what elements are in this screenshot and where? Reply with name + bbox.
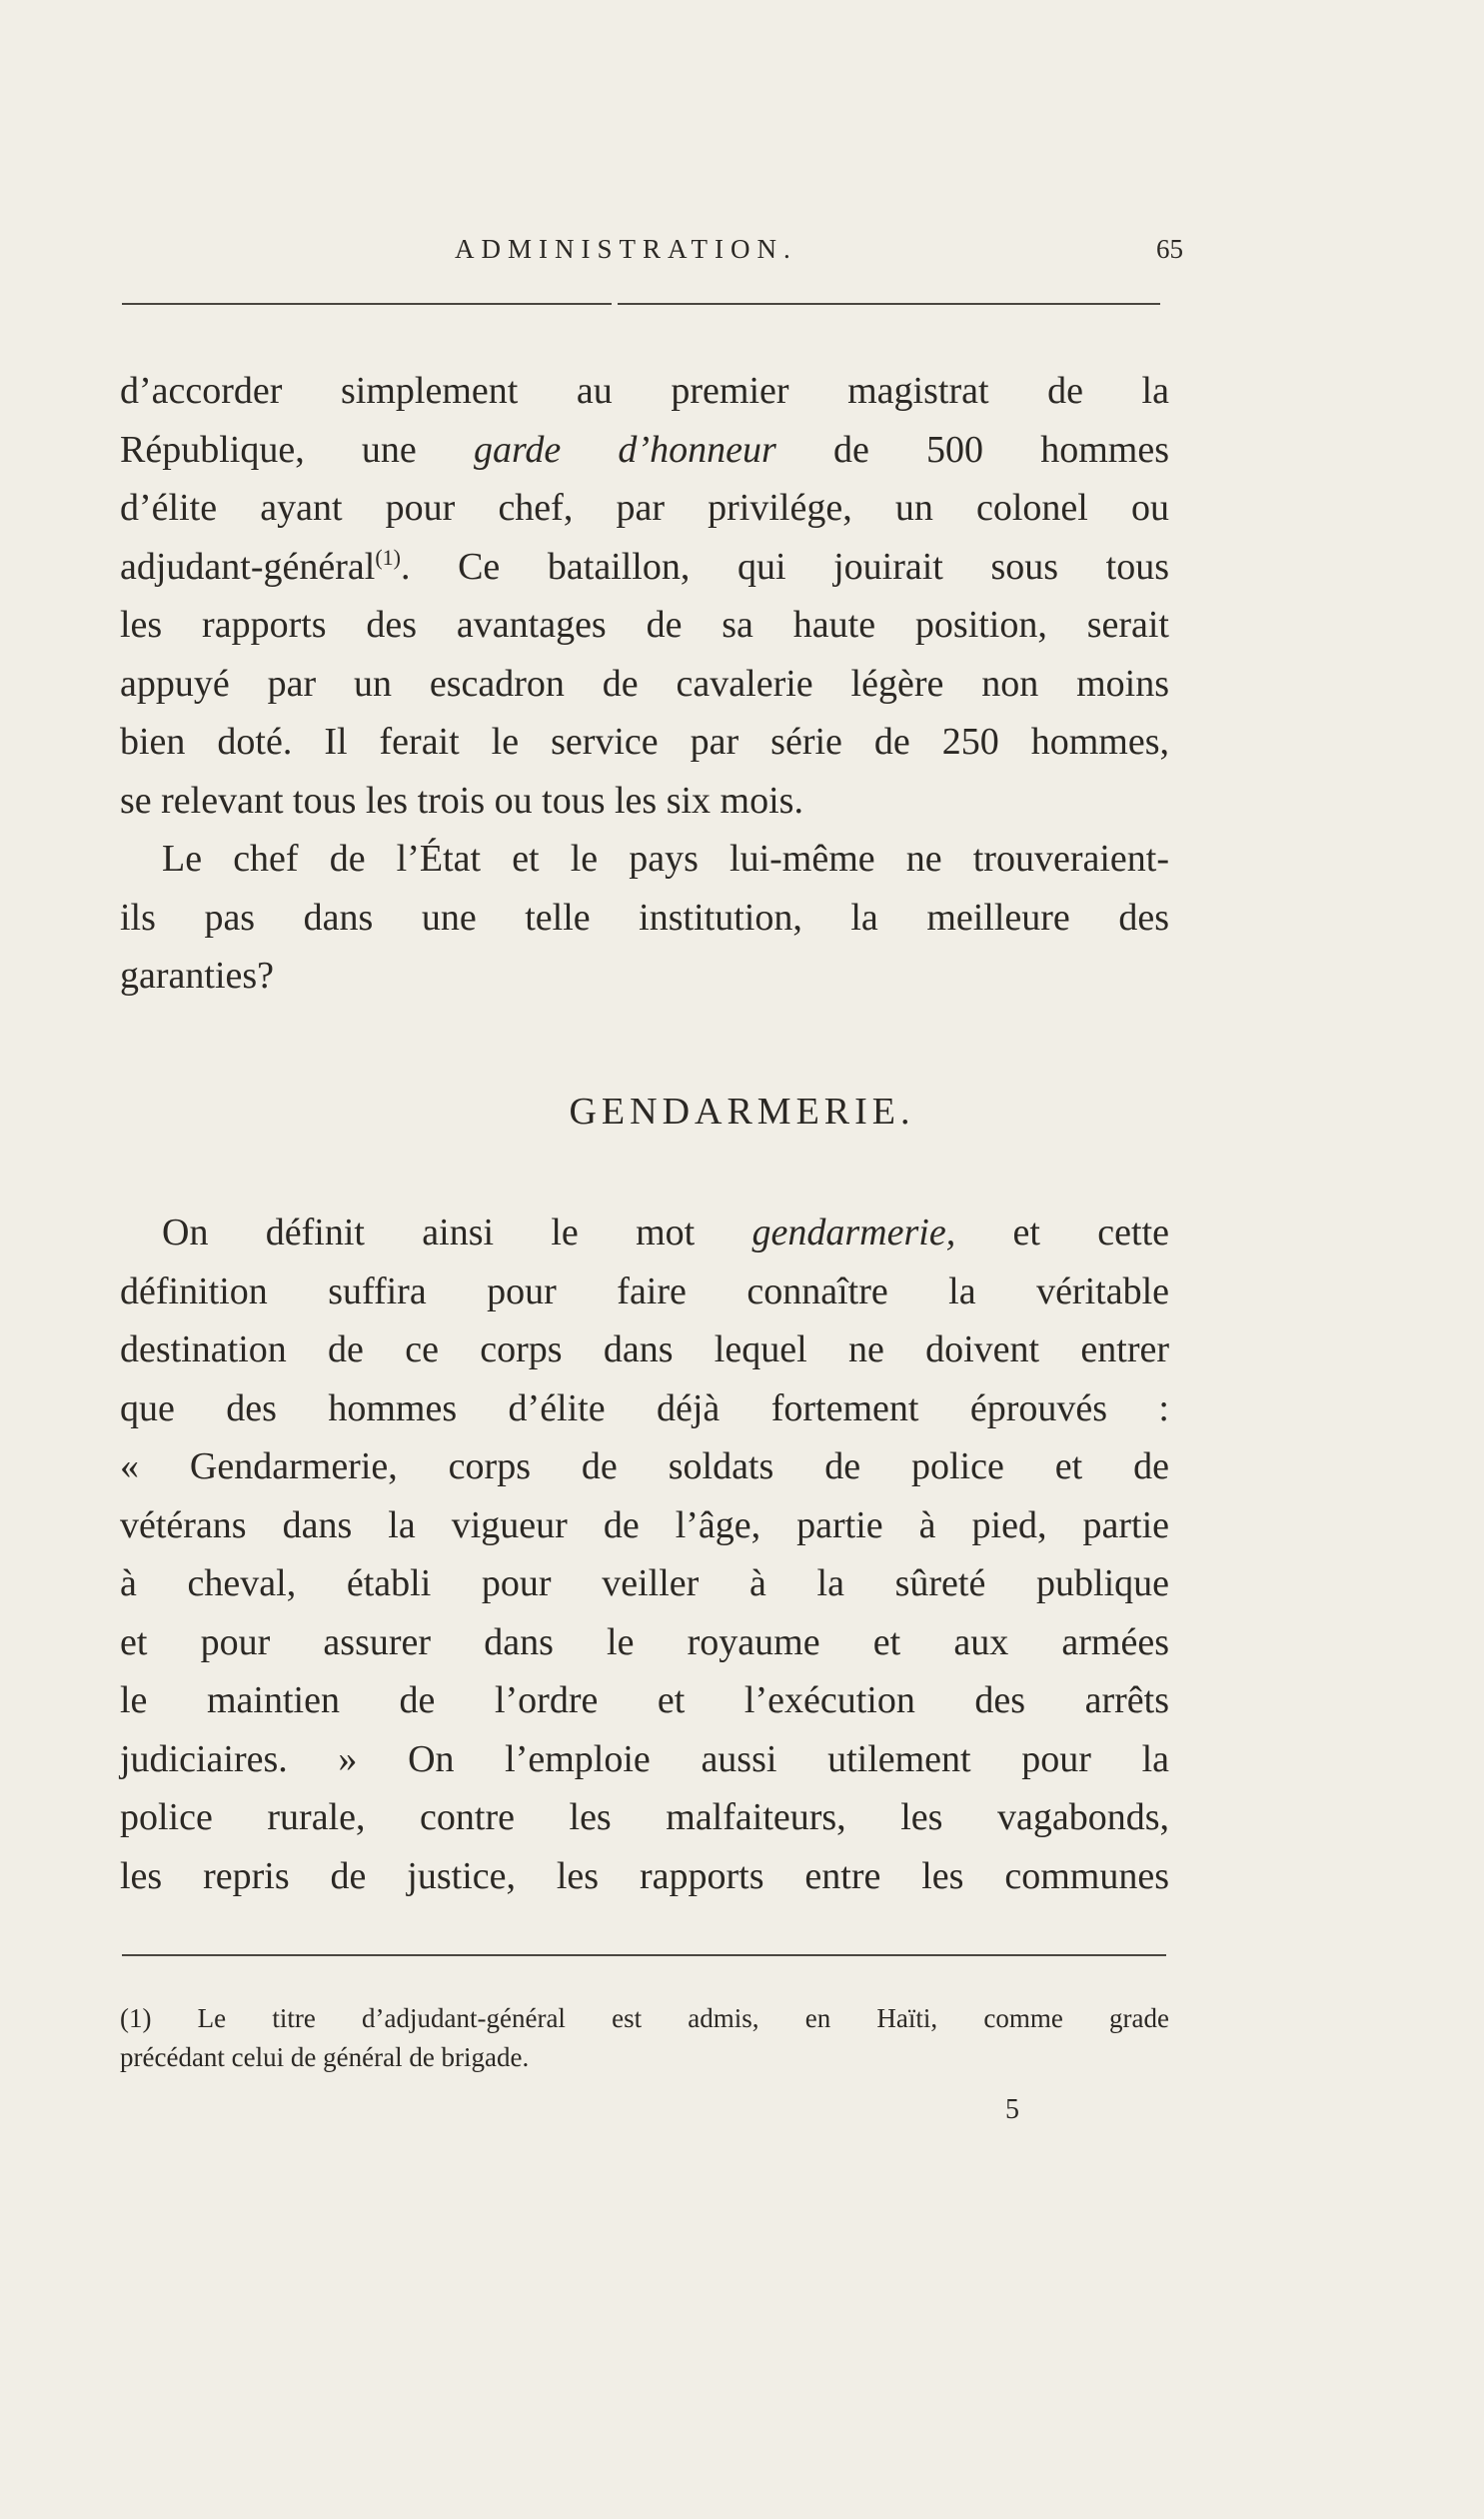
footnote-line: précédant celui de général de brigade. xyxy=(120,2042,530,2072)
text-line: les rapports des avantages de sa haute position, serait xyxy=(120,604,1169,646)
text-line: les repris de justice, les rapports entre les communes xyxy=(120,1854,1169,1897)
text-line: vétérans dans la vigueur de l’âge, partie à pied, partie xyxy=(120,1503,1169,1546)
text-line: adjudant-général$^{(1)}$. Ce bataillon, qui jouirait sous tous xyxy=(120,544,1169,588)
italic-term: gendarmerie, xyxy=(751,1212,956,1254)
running-header-title: ADMINISTRATION. xyxy=(455,234,797,264)
text-line: « Gendarmerie, corps de soldats de police et de xyxy=(120,1445,1169,1487)
text-line: le maintien de l’ordre et l’exécution des arrêts xyxy=(120,1679,1169,1721)
signature-mark: 5 xyxy=(1005,2094,1019,2125)
text-line: à cheval, établi pour veiller à la sûreté publique xyxy=(120,1562,1169,1604)
text-line: garanties? xyxy=(120,955,275,997)
text-line: et pour assurer dans le royaume et aux armées xyxy=(120,1620,1169,1663)
text-line: Le chef de l’État et le pays lui-même ne trouveraient- xyxy=(162,838,1169,880)
text-line: que des hommes d’élite déjà fortement éprouvés : xyxy=(120,1386,1169,1429)
paragraph-gendarmerie xyxy=(120,1204,1169,1905)
footnote-rule xyxy=(122,1954,1166,1956)
text-line: République, une garde d’honneur de 500 hommes xyxy=(120,428,1170,471)
italic-term: garde d’honneur xyxy=(473,428,776,471)
text-line: judiciaires. » On l’emploie aussi utilement pour la xyxy=(120,1737,1169,1780)
text-line: définition suffira pour faire connaître la véritable xyxy=(120,1269,1169,1312)
text-line: ils pas dans une telle institution, la meilleure des xyxy=(120,896,1169,939)
footnote-line: (1) Le titre d’adjudant-général est admis, en Haïti, comme grade xyxy=(120,2003,1169,2033)
text-line: On définit ainsi le mot gendarmerie, et cette xyxy=(162,1212,1169,1254)
footnote xyxy=(120,1999,1169,2077)
footnote-reference: (1) xyxy=(375,544,401,570)
page-number: 65 xyxy=(1156,234,1183,264)
text-line: police rurale, contre les malfaiteurs, les vagabonds, xyxy=(120,1796,1169,1838)
text-line: appuyé par un escadron de cavalerie légère non moins xyxy=(120,662,1169,705)
paragraph-guard xyxy=(120,362,1169,1006)
text-line: d’élite ayant pour chef, par privilége, un colonel ou xyxy=(120,487,1169,529)
section-heading: GENDARMERIE. xyxy=(569,1091,915,1133)
header-rule-right xyxy=(618,303,1160,305)
text-line: d’accorder simplement au premier magistrat de la xyxy=(120,370,1169,412)
header-rule-left xyxy=(122,303,612,305)
text-line: se relevant tous les trois ou tous les six mois. xyxy=(120,779,803,822)
text-line: bien doté. Il ferait le service par série de 250 hommes, xyxy=(120,721,1169,763)
text-line: destination de ce corps dans lequel ne doivent entrer xyxy=(120,1328,1169,1370)
